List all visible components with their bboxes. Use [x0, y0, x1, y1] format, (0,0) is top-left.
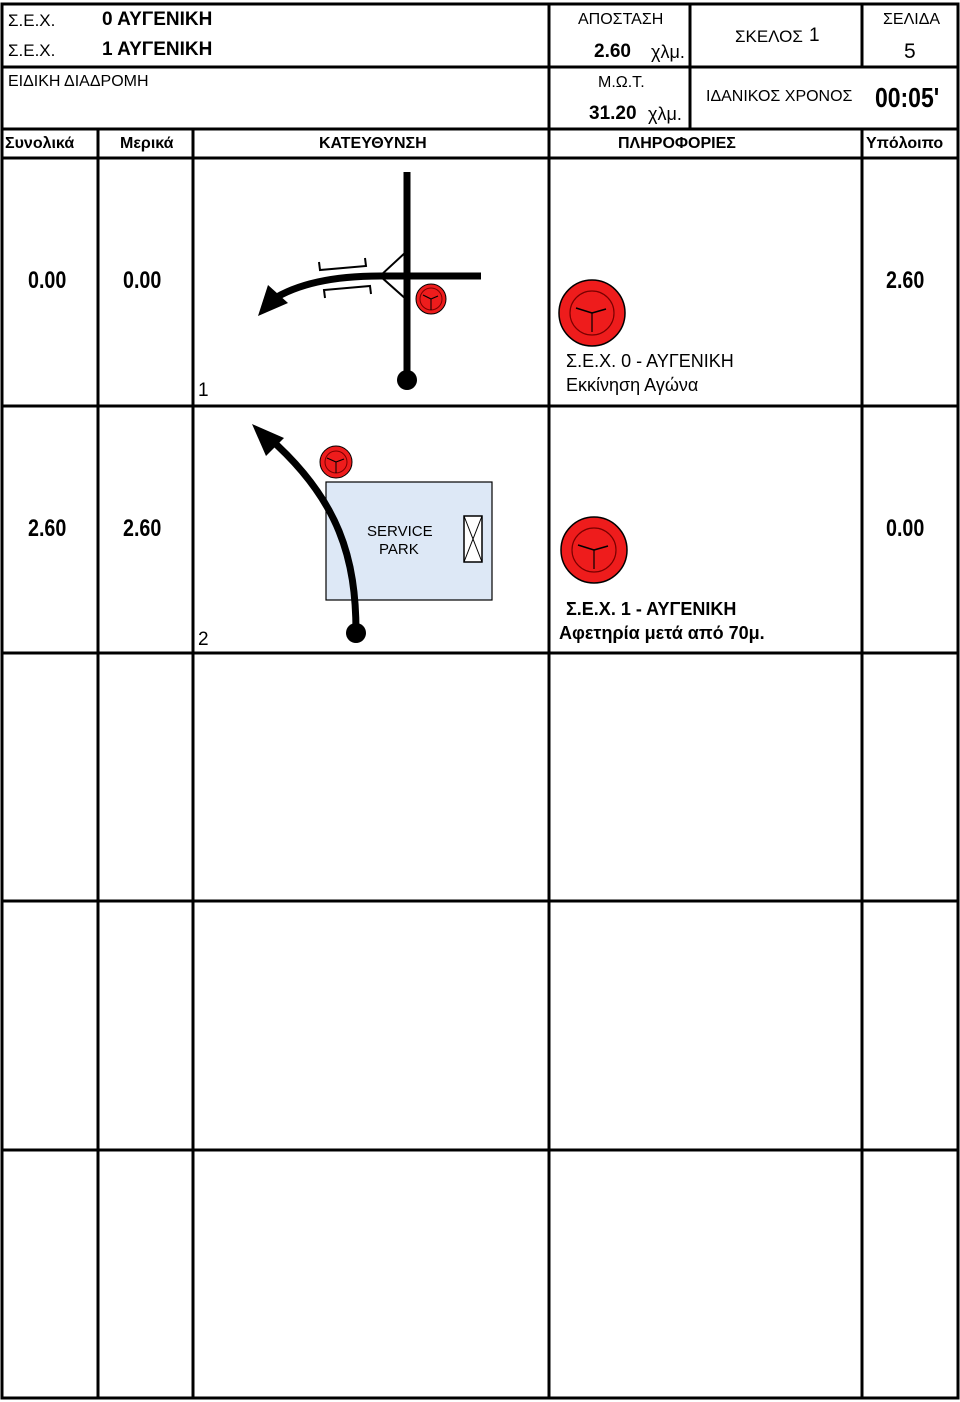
col-total-header: Συνολικά [5, 135, 75, 152]
row-remaining: 2.60 [886, 267, 925, 294]
clock-icon [561, 517, 627, 583]
row-partial: 2.60 [123, 515, 162, 542]
distance-label: ΑΠΟΣΤΑΣΗ [578, 11, 664, 28]
ideal-time-label: ΙΔΑΝΙΚΟΣ ΧΡΟΝΟΣ [706, 88, 853, 105]
clock-icon [320, 446, 352, 478]
info-line-1: Σ.Ε.Χ. 0 - ΑΥΓΕΝΙΚΗ [566, 351, 734, 371]
info-line-2: Εκκίνηση Αγώνα [566, 375, 699, 395]
row-total: 0.00 [28, 267, 67, 294]
row-number: 1 [198, 380, 209, 401]
row-total: 2.60 [28, 515, 67, 542]
page-value: 5 [904, 40, 916, 63]
distance-unit: χλμ. [651, 42, 685, 62]
leg-label: ΣΚΕΛΟΣ [735, 27, 803, 46]
ideal-time-value: 00:05' [875, 82, 940, 113]
col-partial-header: Μερικά [120, 135, 174, 152]
info-line-1: Σ.Ε.Χ. 1 - ΑΥΓΕΝΙΚΗ [566, 599, 737, 619]
ses0-prefix: Σ.Ε.Χ. [8, 11, 56, 30]
mot-label: Μ.Ω.Τ. [598, 74, 645, 91]
ses0-name: 0 ΑΥΓΕΝΙΚΗ [102, 9, 213, 30]
special-route-label: ΕΙΔΙΚΗ ΔΙΑΔΡΟΜΗ [8, 73, 149, 90]
service-park-label-2: PARK [379, 541, 419, 558]
ses1-name: 1 ΑΥΓΕΝΙΚΗ [102, 39, 213, 60]
col-remaining-header: Υπόλοιπο [866, 135, 944, 152]
mot-value: 31.20 [589, 103, 637, 124]
distance-value: 2.60 [594, 41, 631, 62]
row-remaining: 0.00 [886, 515, 925, 542]
row-partial: 0.00 [123, 267, 162, 294]
ses1-prefix: Σ.Ε.Χ. [8, 41, 56, 60]
start-dot-icon [346, 623, 366, 643]
mot-unit: χλμ. [648, 104, 682, 124]
info-line-2: Αφετηρία μετά από 70μ. [559, 623, 765, 643]
page-label: ΣΕΛΙΔΑ [883, 11, 941, 28]
row-number: 2 [198, 629, 209, 650]
service-park-label-1: SERVICE [367, 523, 433, 540]
col-direction-header: ΚΑΤΕΥΘΥΝΣΗ [319, 135, 427, 152]
col-info-header: ΠΛΗΡΟΦΟΡΙΕΣ [618, 135, 736, 152]
leg-value: 1 [809, 25, 820, 46]
control-sign-icon [464, 516, 482, 562]
